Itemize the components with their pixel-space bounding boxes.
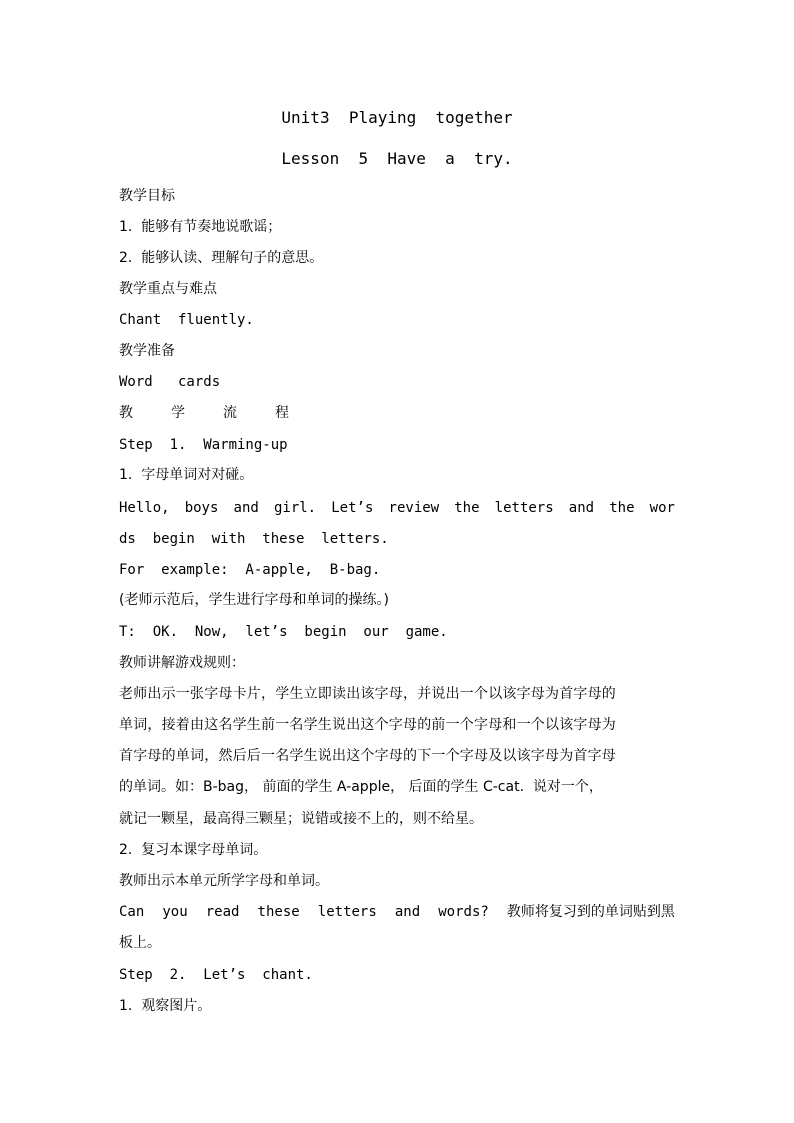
word: girl. [273, 500, 317, 516]
word: letters [494, 500, 554, 516]
unit-title: Unit3 Playing together [281, 108, 513, 127]
process-heading-char: 程 [275, 405, 289, 421]
objective-item-2: 2. 能够认读、理解句子的意思。 [119, 250, 324, 266]
step-1-heading: Step 1. Warming-up [119, 437, 288, 453]
preparation-text: Word cards [119, 374, 221, 390]
step-1-example: For example: A-apple, B-bag. [119, 562, 381, 578]
rules-line-1: 老师出示一张字母卡片，学生立即读出该字母，并说出一个以该字母为首字母的 [119, 686, 616, 702]
word: and [568, 500, 595, 516]
rules-heading: 教师讲解游戏规则： [119, 655, 245, 671]
word: the [609, 500, 635, 516]
objective-item-1: 1. 能够有节奏地说歌谣； [119, 219, 282, 235]
word: and [394, 904, 421, 920]
step-1-paragraph-line-1 [119, 499, 675, 517]
step-1-teacher-line: T: OK. Now, let’s begin our game. [119, 624, 448, 640]
word: letters [317, 904, 377, 920]
word: these [257, 904, 300, 920]
step-2-item-1: 1. 观察图片。 [119, 998, 212, 1014]
word: words? [438, 904, 489, 920]
item-2-line-1: 教师出示本单元所学字母和单词。 [119, 873, 329, 889]
step-1-item-1: 1. 字母单词对对碰。 [119, 467, 254, 483]
objectives-heading: 教学目标 [119, 188, 175, 204]
step-1-note: (老师示范后，学生进行字母和单词的操练。) [119, 592, 389, 608]
rules-line-5: 就记一颗星，最高得三颗星；说错或接不上的，则不给星。 [119, 811, 483, 827]
process-heading-char: 流 [223, 405, 237, 421]
step-1-item-2: 2. 复习本课字母单词。 [119, 842, 268, 858]
word: review [388, 500, 440, 516]
keypoints-heading: 教学重点与难点 [119, 281, 217, 297]
word: Can [119, 904, 145, 920]
lesson-title: Lesson 5 Have a try. [281, 149, 513, 168]
word: and [233, 500, 259, 516]
rules-line-4: 的单词。如：B-bag， 前面的学生 A-apple， 后面的学生 C-cat. 说对一个， [119, 779, 603, 795]
process-heading-char: 教 [119, 405, 133, 421]
step-2-heading: Step 2. Let’s chant. [119, 967, 313, 983]
preparation-heading: 教学准备 [119, 343, 175, 359]
word: 教师将复习到的单词贴到黑 [506, 904, 675, 920]
process-heading [119, 404, 289, 422]
word: wor [649, 500, 675, 516]
keypoints-text: Chant fluently. [119, 312, 254, 328]
word: Hello, [119, 500, 170, 516]
word: boys [184, 500, 219, 516]
rules-line-3: 首字母的单词，然后后一名学生说出这个字母的下一个字母及以该字母为首字母 [119, 748, 616, 764]
word: Let’s [331, 500, 374, 516]
step-1-paragraph-line-2: ds begin with these letters. [119, 531, 389, 547]
word: you [162, 904, 188, 920]
item-2-line-3: 板上。 [119, 935, 161, 951]
process-heading-char: 学 [171, 405, 185, 421]
word: the [454, 500, 480, 516]
item-2-line-2 [119, 903, 675, 921]
rules-line-2: 单词，接着由这名学生前一名学生说出这个字母的前一个字母和一个以该字母为 [119, 717, 616, 733]
word: read [205, 904, 240, 920]
